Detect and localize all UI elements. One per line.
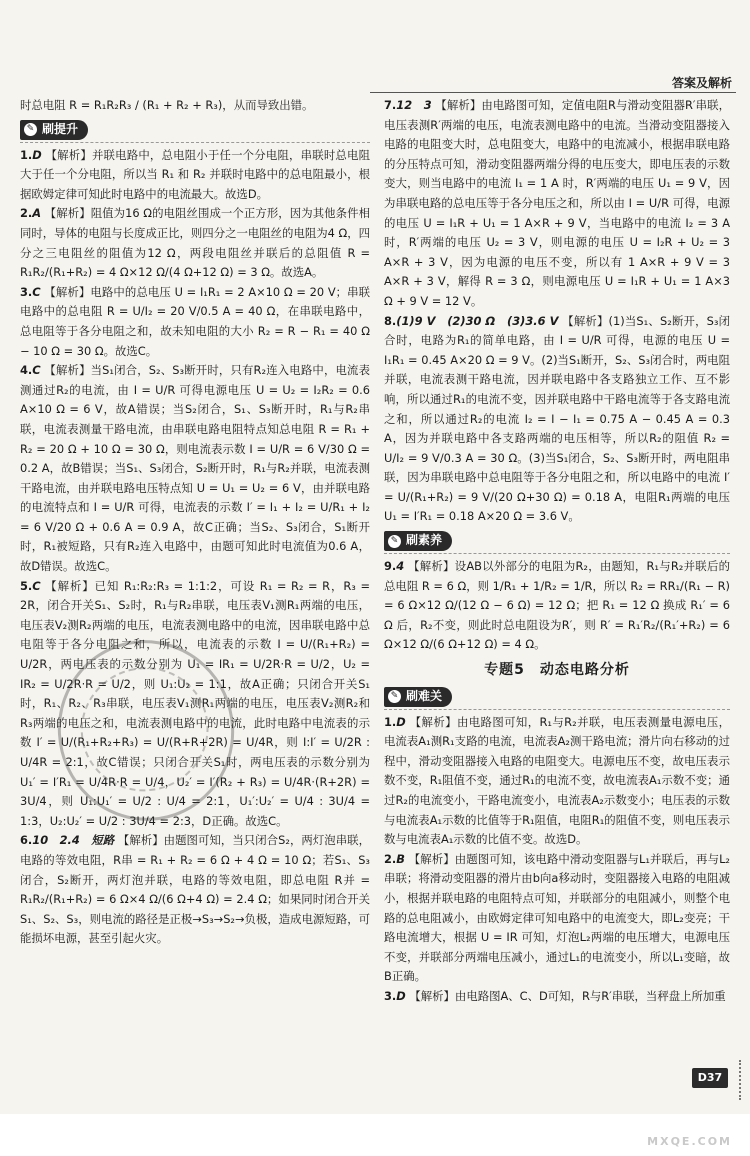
section-tag-row: [384, 527, 730, 554]
answer-item: [384, 713, 730, 850]
watermark: MXQE.COM: [647, 1135, 732, 1148]
explanation-text: 【解析】由电路图A、C、D可知，R与R′串联，当秤盘上所加重: [409, 988, 726, 1003]
explanation-text: 【解析】设AB以外部分的电阻为R₂，由题知，R₁与R₂并联后的总电阻 R = 6 Ω，则 1/R₁ + 1/R₂ = 1/R，所以 R₂ = RR₁/(R₁ − R) = 6 Ω×12 Ω/(12 Ω − 6 Ω) = 12 Ω；把 R₁ = 12 Ω 换成 R₁′ = 6 Ω 后，R₂不变，则此时总电阻设为R′，则 R′ = R₁′R₂/(R₁′+R₂) = 6 Ω×12 Ω/(6 Ω+12 Ω) = 4 Ω。: [384, 559, 730, 652]
explanation-text: 时总电阻 R = R₁R₂R₃ / (R₁ + R₂ + R₃)，从而导致出错。: [20, 98, 314, 112]
page-number: D37: [692, 1068, 728, 1088]
answer-item: [20, 577, 370, 832]
question-number: 1.: [20, 147, 33, 162]
header-divider: [370, 92, 736, 93]
answer-item: [20, 361, 370, 577]
answer-item: [384, 557, 730, 655]
explanation-text: 【解析】由题图可知，该电路中滑动变阻器与L₁并联后，再与L₂串联；将滑动变阻器的滑片由b向a移动时，变阻器接入电路的电阻减小，根据并联电路的电阻特点可知，并联部分的电阻减小，则整个电路的总电阻减小，由欧姆定律可知电路中的电流变大，即L₂变亮；干路电流增大，根据 U = IR 可知，灯泡L₂两端的电压增大，电源电压不变，并联部分两端电压减小，通过L₁的电流变小，所以L₁变暗，故B正确。: [384, 851, 731, 984]
answer-choice: B: [396, 851, 405, 866]
question-number: 2.: [384, 851, 397, 866]
answer-item: [20, 283, 370, 361]
question-number: 6.: [20, 833, 33, 848]
explanation-text: 【解析】阻值为16 Ω的电阻丝围成一个正方形，因为其他条件相同时，导体的电阻与长度成正比，则四分之一电阻丝的电阻为4 Ω，四分之三电阻丝的阻值为12 Ω，两段电阻丝并联后的总阻值 R = R₁R₂/(R₁+R₂) = 4 Ω×12 Ω/(4 Ω+12 Ω) = 3 Ω。故选A。: [20, 206, 370, 280]
footer-bar: [0, 1114, 750, 1156]
section-tag-label: 刷提升: [42, 121, 79, 136]
answer-item: [384, 312, 730, 528]
answer-choice: (1)9 V (2)30 Ω (3)3.6 V: [396, 313, 559, 328]
section-tag-label: 刷素养: [406, 533, 443, 548]
header-title: 答案及解析: [671, 76, 732, 90]
question-number: 4.: [20, 363, 33, 378]
answer-choice: C: [32, 363, 41, 378]
explanation-text: 【解析】由电路图可知，定值电阻R与滑动变阻器R′串联，电压表测R′两端的电压，电流表测电路中的电流。当滑动变阻器接入电路的电阻变大时，总电阻变大，电路中的电流减小，根据串联电路的分压特点可知，滑动变阻器两端分得的电压变大，即电压表的示数变大，则当电路中的电流 I₁ = 1 A 时，R′两端的电压 U₁ = 9 V，因为串联电路的总电压等于各分电压之和，所以由 I = U/R 可得，电源的电压 U = I₁R + U₁ = 1 A×R + 9 V，当电路中的电流 I₂ = 3 A 时，R′两端的电压 U₂ = 3 V，则电源的电压 U = I₂R + U₂ = 3 A×R + 3 V，因为电源的电压不变，所以有 1 A×R + 9 V = 3 A×R + 3 V，解得 R = 3 Ω，则电源电压 U = I₁R + U₁ = 1 A×3 Ω + 9 V = 12 V。: [384, 98, 731, 308]
explanation-text: 【解析】电路中的总电压 U = I₁R₁ = 2 A×10 Ω = 20 V；串联电路中的总电阻 R = U/I₂ = 20 V/0.5 A = 40 Ω，在串联电路中，总电阻等于各分电阻之和，故未知电阻的大小 R₂ = R − R₁ = 40 Ω − 10 Ω = 30 Ω。故选C。: [20, 284, 370, 358]
question-number: 2.: [20, 206, 33, 221]
answer-choice: A: [32, 206, 42, 221]
question-number: 9.: [384, 559, 397, 574]
section-tag: [384, 687, 452, 707]
answer-item: [384, 987, 730, 1007]
question-number: 5.: [20, 578, 33, 593]
explanation-text: 【解析】由题图可知，当只闭合S₂，两灯泡串联，电路的等效电阻，R串 = R₁ + R₂ = 6 Ω + 4 Ω = 10 Ω；若S₁、S₃闭合，S₂断开，两灯泡并联，电路的等效电阻，即总电阻 R并 = R₁R₂/(R₁+R₂) = 6 Ω×4 Ω/(6 Ω+4 Ω) = 2.4 Ω；如果同时闭合开关S₁、S₂、S₃，则电流的路径是正极→S₃→S₂→负极，造成电源短路，可能损坏电源，甚至引起火灾。: [20, 833, 371, 946]
answer-item: [384, 850, 730, 987]
right-column: [384, 96, 730, 1007]
explanation-text: 【解析】已知 R₁:R₂:R₃ = 1:1:2，可设 R₁ = R₂ = R，R₃ = 2R，闭合开关S₁、S₂时，R₁与R₂串联，电压表V₁测R₁两端的电压，电压表V₂测R₂两端的电压，电流表测电路中的电流，因串联电路中总电阻等于各分电阻之和，所以，电流表的示数 I = U/(R₁+R₂) = U/2R，两电压表的示数分别为 U₁ = IR₁ = U/2R·R = U/2，U₂ = IR₂ = U/2R·R = U/2，则 U₁:U₂ = 1:1，故A正确；只闭合开关S₁时，R₁、R₂、R₃串联，电压表V₁测R₁两端的电压，电压表V₂测R₂和R₃两端的电压之和，电流表测电路中的电流，此时电路中电流表的示数 I′ = U/(R₁+R₂+R₃) = U/(R+R+2R) = U/4R，则 I:I′ = U/2R : U/4R = 2:1，故C错误；只闭合开关S₁时，两电压表的示数分别为 U₁′ = I′R₁ = U/4R·R = U/4，U₂′ = I′(R₂ + R₃) = U/4R·(R+2R) = 3U/4，则 U₁:U₁′ = U/2 : U/4 = 2:1，U₁′:U₂′ = U/4 : 3U/4 = 1:3，U₂:U₂′ = U/2 : 3U/4 = 2:3，D正确。故选C。: [20, 578, 371, 828]
question-number: 3.: [20, 284, 33, 299]
section-tag-label: 刷难关: [406, 688, 443, 703]
answer-item: [20, 146, 370, 205]
pencil-icon: ✎: [388, 690, 401, 703]
answer-choice: C: [32, 284, 41, 299]
explanation-text: 【解析】当S₁闭合，S₂、S₃断开时，只有R₂连入电路中，电流表测通过R₂的电流，由 I = U/R 可得电源电压 U = U₂ = I₂R₂ = 0.6 A×10 Ω = 6 V，故A错误；当S₂闭合，S₁、S₃断开时，R₁与R₂串联，电流表测量干路电流，由串联电路电阻特点知总电阻 R = R₁ + R₂ = 20 Ω + 10 Ω = 30 Ω，则电流表示数 I = U/R = 6 V/30 Ω = 0.2 A，故B错误；当S₁、S₃闭合，S₂断开时，R₁与R₂并联，电流表测干路电流，由并联电路电压特点知 U = U₁ = U₂ = 6 V，由并联电路的电流特点和 I = U/R 可得，电流表的示数 I′ = I₁ + I₂ = U/R₁ + I₂ = 6 V/20 Ω + 0.6 A = 0.9 A，故C正确；当S₂、S₃闭合，S₁断开时，R₁被短路，只有R₂连入电路中，由题可知此时电流值为0.6 A，故D错误。故选C。: [20, 363, 370, 574]
section-tag-row: [384, 683, 730, 710]
question-number: 8.: [384, 313, 397, 328]
question-number: 7.: [384, 98, 397, 112]
section-tag-row: [20, 116, 370, 143]
explanation-text: 【解析】由电路图可知，R₁与R₂并联，电压表测量电源电压，电流表A₁测R₁支路的电流，电流表A₂测干路电流；滑片向右移动的过程中，滑动变阻器接入电路的电阻变大。电源电压不变，故电压表示数不变，R₁阻值不变，通过R₁的电流不变，故电流表A₁示数不变；通过R₂的电流变小，干路电流变小，电流表A₂示数变小；电压表的示数与电流表A₁示数的比值等于R₁阻值，电阻R₁的阻值不变，则电压表示数与电流表A₁示数的比值不变。故选D。: [384, 714, 730, 847]
section-tag: [384, 531, 452, 551]
answer-choice: 12 3: [396, 98, 432, 112]
topic-heading: 专题5 动态电路分析: [484, 662, 630, 679]
answer-item: [20, 96, 370, 116]
answer-item: [20, 831, 370, 949]
explanation-text: 【解析】并联电路中，总电阻小于任一个分电阻，串联时总电阻大于任一个分电阻，所以当 R₁ 和 R₂ 并联时电路中的总电阻最小，根据欧姆定律可知此时电路中的电流最大。故选D。: [20, 147, 370, 201]
left-column: [20, 96, 370, 949]
section-tag: [20, 120, 88, 140]
answer-choice: D: [396, 714, 406, 729]
answer-item: [20, 204, 370, 282]
explanation-text: 【解析】(1)当S₁、S₂断开，S₃闭合时，电路为R₁的简单电路，由 I = U/R 可得，电源的电压 U = I₁R₁ = 0.45 A×20 Ω = 9 V。(2)当S₁断开，S₂、S₃闭合时，两电阻并联，电流表测干路电流，因并联电路中各支路独立工作、互不影响，所以通过R₁的电流不变，因并联电路中干路电流等于各支路电流之和，所以通过R₂的电流 I₂ = I − I₁ = 0.75 A − 0.45 A = 0.3 A，因为并联电路中各支路两端的电压相等，所以R₂的阻值 R₂ = U/I₂ = 9 V/0.3 A = 30 Ω。(3)当S₁闭合，S₂、S₃断开时，两电阻串联，因为串联电路中总电阻等于各分电阻之和，所以电路中的电流 I′ = U/(R₁+R₂) = 9 V/(20 Ω+30 Ω) = 0.18 A，电阻R₁两端的电压 U₁ = I′R₁ = 0.18 A×20 Ω = 3.6 V。: [384, 313, 731, 524]
pencil-icon: ✎: [388, 535, 401, 548]
question-number: 1.: [384, 714, 397, 729]
pencil-icon: ✎: [24, 123, 37, 136]
answer-choice: D: [32, 147, 42, 162]
answer-item: [384, 96, 730, 312]
question-number: 3.: [384, 988, 397, 1003]
edge-dots: [739, 1060, 747, 1100]
answer-choice: C: [32, 578, 41, 593]
answer-choice: 4: [396, 559, 405, 574]
answer-choice: D: [396, 988, 406, 1003]
answer-choice: 10 2.4 短路: [32, 833, 115, 848]
